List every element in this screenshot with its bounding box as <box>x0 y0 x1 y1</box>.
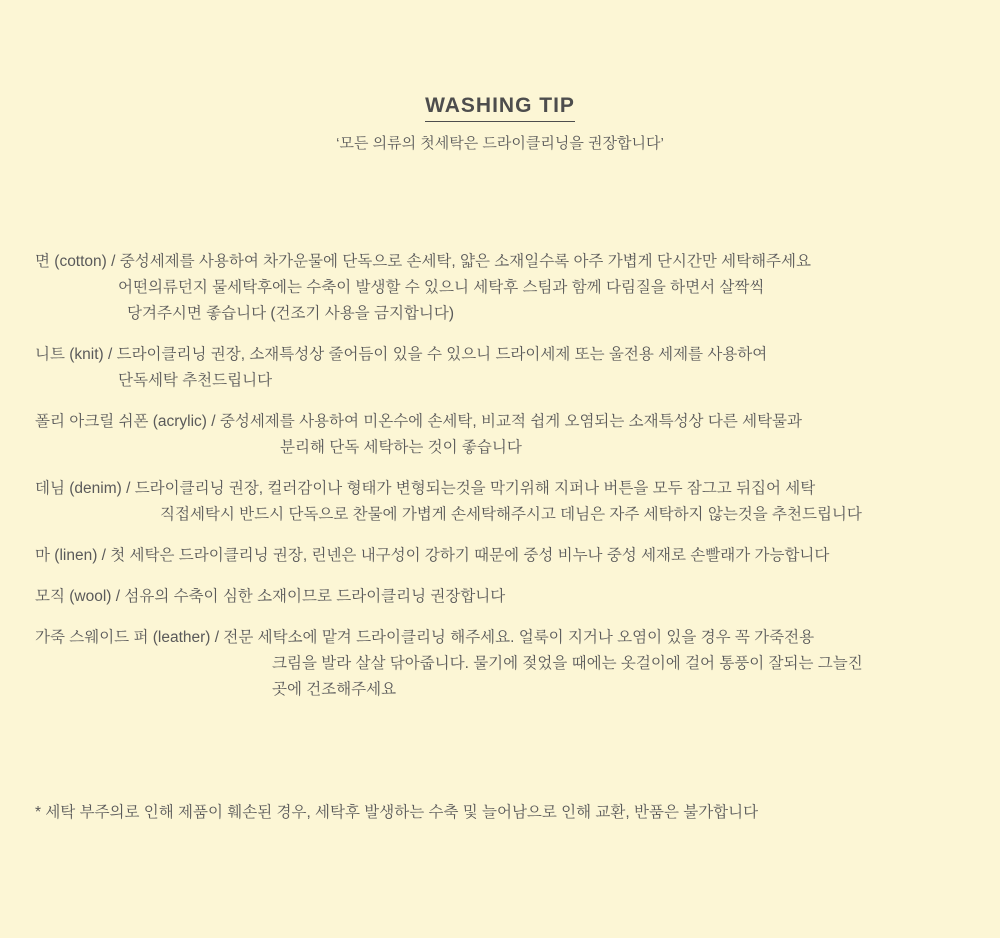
care-line: 면 (cotton) / 중성세제를 사용하여 차가운물에 단독으로 손세탁, 얇은 소재일수록 아주 가볍게 단시간만 세탁해주세요 <box>35 253 811 270</box>
page-subtitle: ‘모든 의류의 첫세탁은 드라이클리닝을 권장합니다’ <box>336 135 664 152</box>
care-line: 어떤의류던지 물세탁후에는 수축이 발생할 수 있으니 세탁후 스팀과 함께 다림질을 하면서 살짝씩 <box>118 279 765 296</box>
care-section-wool <box>35 584 1000 610</box>
care-line: 마 (linen) / 첫 세탁은 드라이클리닝 권장, 린넨은 내구성이 강하기 때문에 중성 비누나 중성 세재로 손빨래가 가능합니다 <box>35 547 830 564</box>
care-line: 가죽 스웨이드 퍼 (leather) / 전문 세탁소에 맡겨 드라이클리닝 해주세요. 얼룩이 지거나 오염이 있을 경우 꼭 가죽전용 <box>35 629 815 646</box>
care-line: 분리해 단독 세탁하는 것이 좋습니다 <box>280 439 522 456</box>
care-section-linen <box>35 543 1000 569</box>
care-line: 니트 (knit) / 드라이클리닝 권장, 소재특성상 줄어듬이 있을 수 있으니 드라이세제 또는 울전용 세제를 사용하여 <box>35 346 768 363</box>
disclaimer-note: * 세탁 부주의로 인해 제품이 훼손된 경우, 세탁후 발생하는 수축 및 늘어남으로 인해 교환, 반품은 불가합니다 <box>35 804 759 821</box>
care-section-denim <box>35 476 1000 528</box>
care-line: 모직 (wool) / 섬유의 수축이 심한 소재이므로 드라이클리닝 권장합니다 <box>35 588 506 605</box>
care-line: 데님 (denim) / 드라이클리닝 권장, 컬러감이나 형태가 변형되는것을 막기위해 지퍼나 버튼을 모두 잠그고 뒤집어 세탁 <box>35 480 816 497</box>
care-line: 크림을 발라 살살 닦아줍니다. 물기에 젖었을 때에는 옷걸이에 걸어 통풍이 잘되는 그늘진 <box>272 655 863 672</box>
page-title: WASHING TIP <box>425 94 575 122</box>
care-line: 당겨주시면 좋습니다 (건조기 사용을 금지합니다) <box>127 305 455 322</box>
care-line: 폴리 아크릴 쉬폰 (acrylic) / 중성세제를 사용하여 미온수에 손세탁, 비교적 쉽게 오염되는 소재특성상 다른 세탁물과 <box>35 413 802 430</box>
care-section-leather <box>35 625 1000 703</box>
care-line: 곳에 건조해주세요 <box>272 681 397 698</box>
header <box>0 0 1000 122</box>
care-section-acrylic <box>35 409 1000 461</box>
care-instructions-list <box>35 249 1000 703</box>
care-line: 직접세탁시 반드시 단독으로 찬물에 가볍게 손세탁해주시고 데님은 자주 세탁하지 않는것을 추천드립니다 <box>160 506 862 523</box>
care-section-knit <box>35 342 1000 394</box>
care-section-cotton <box>35 249 1000 327</box>
care-line: 단독세탁 추천드립니다 <box>118 372 273 389</box>
